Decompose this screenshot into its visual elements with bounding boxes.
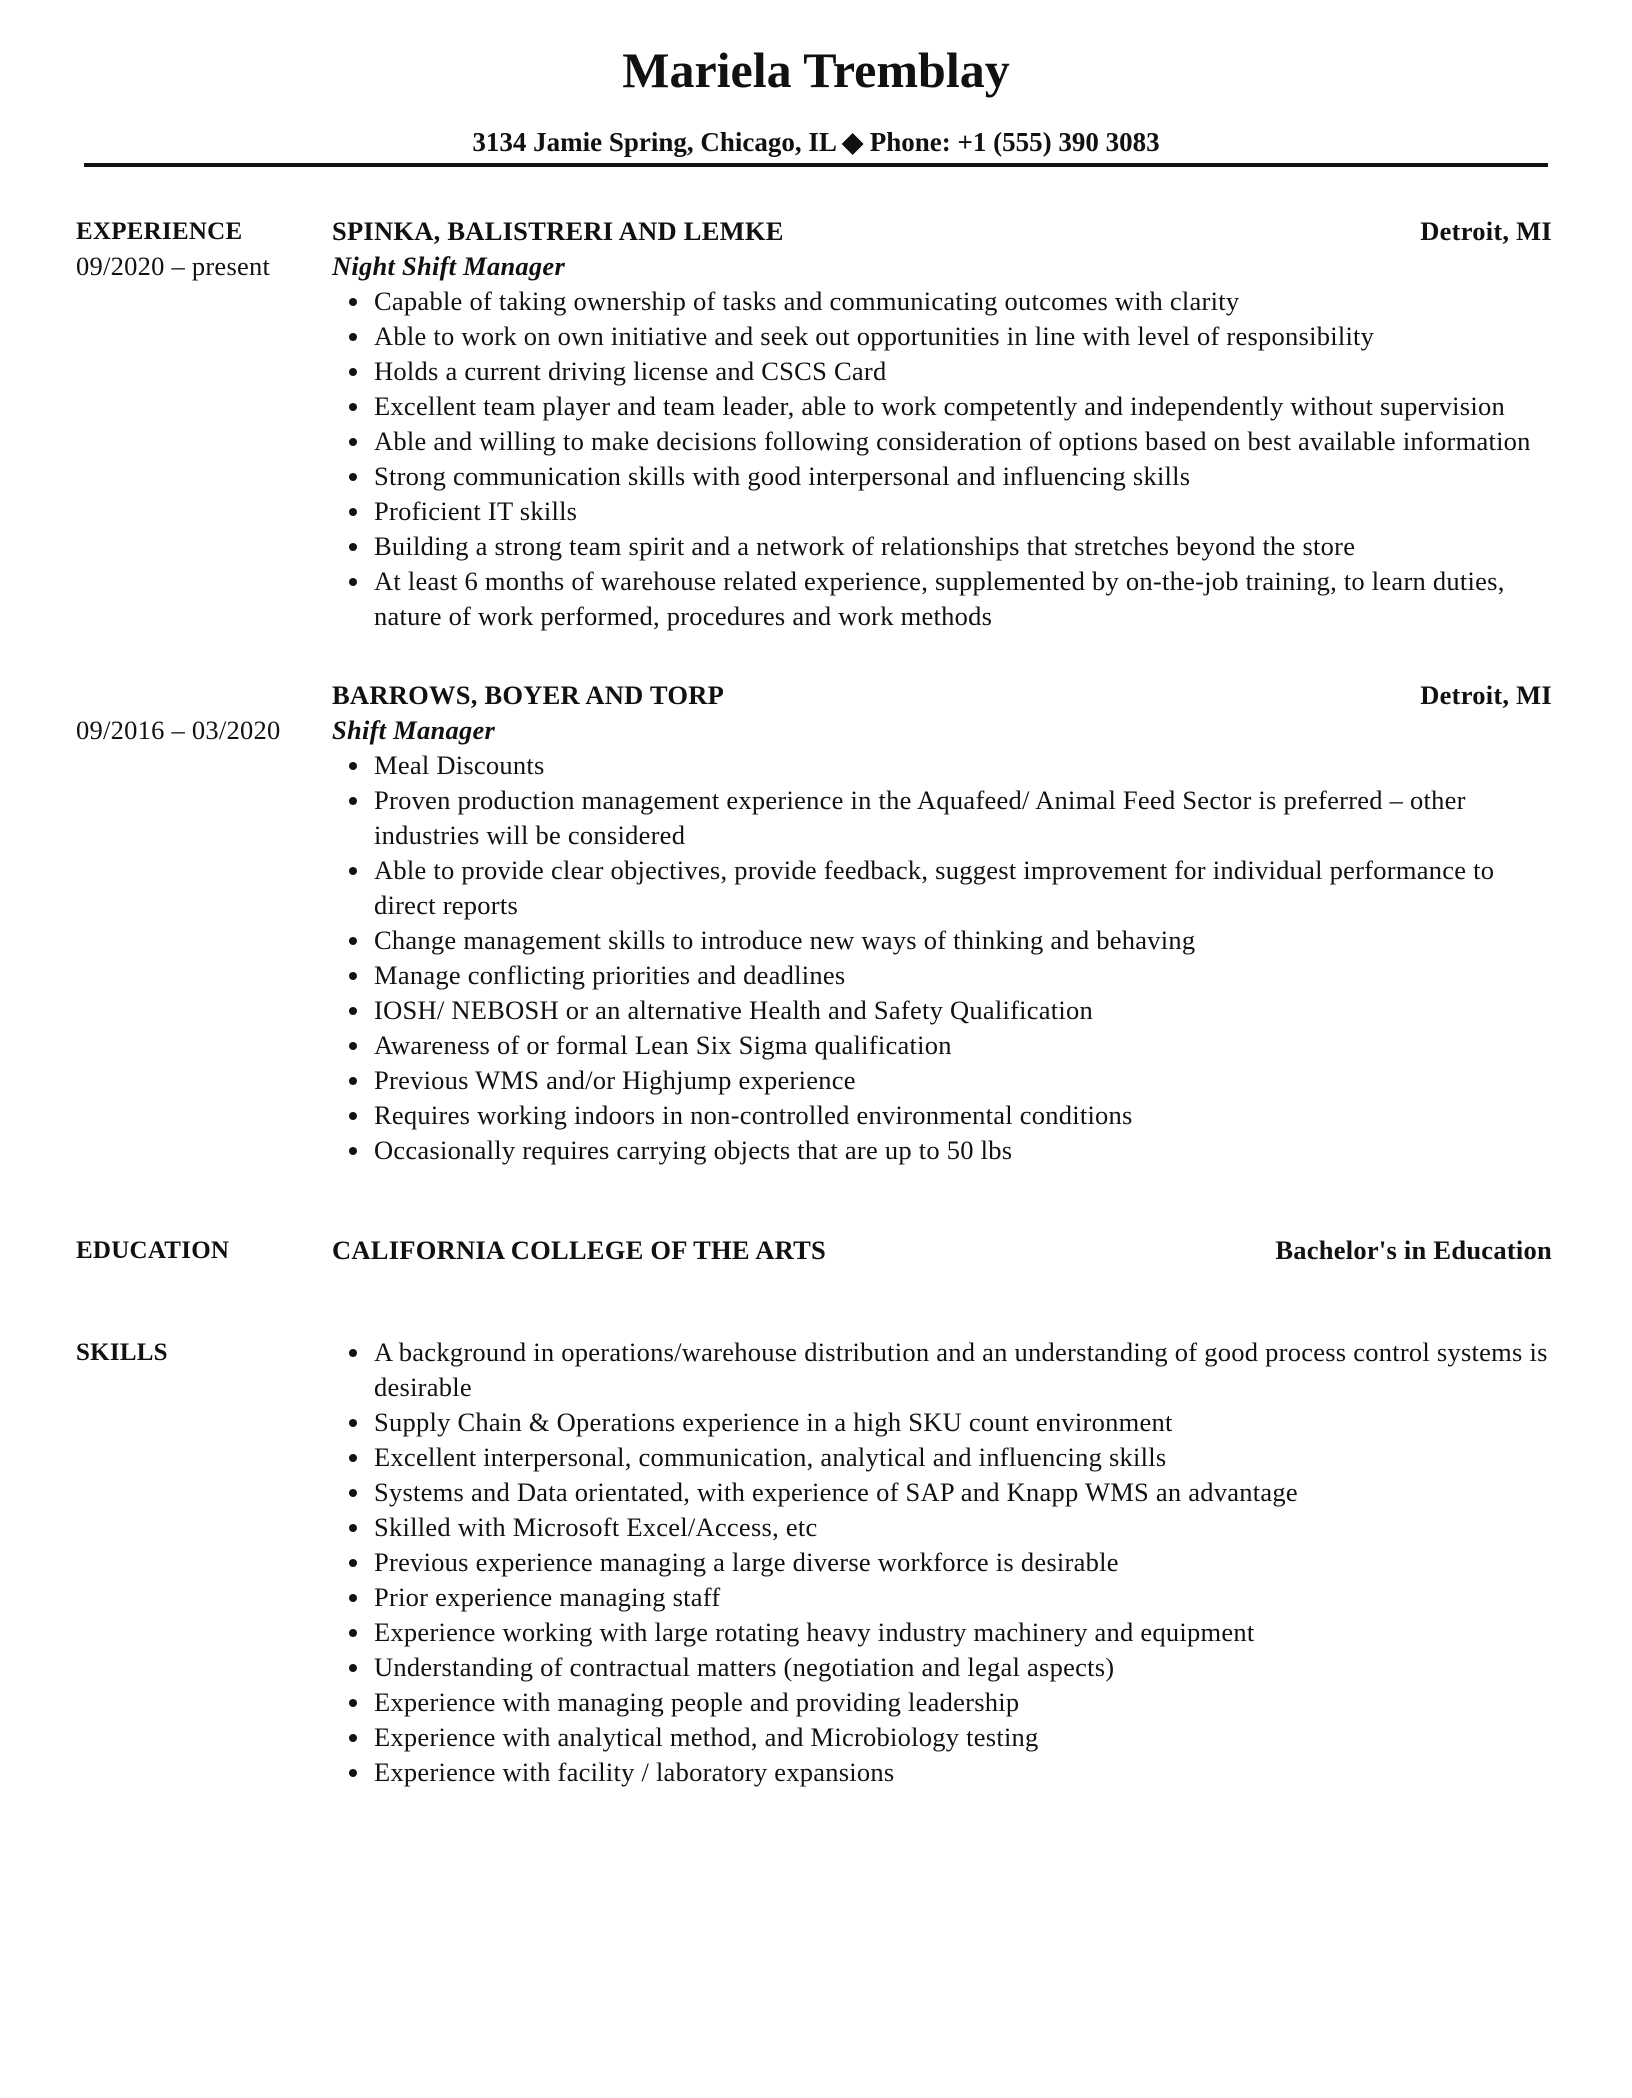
candidate-name: Mariela Tremblay bbox=[622, 42, 1010, 98]
list-item: • Previous experience managing a large diverse workforce is desirable bbox=[372, 1545, 1552, 1580]
header-divider bbox=[84, 163, 1548, 167]
skills-heading: SKILLS bbox=[76, 1339, 168, 1366]
list-item: • Able to provide clear objectives, provide feedback, suggest improvement for individual performance to direct reports bbox=[372, 853, 1552, 923]
list-item: • Proficient IT skills bbox=[372, 494, 1552, 529]
experience-job-2 bbox=[76, 678, 1552, 1168]
degree: Bachelor's in Education bbox=[1275, 1235, 1552, 1265]
job-dates: 09/2016 – 03/2020 bbox=[76, 715, 281, 745]
list-item: • Excellent interpersonal, communication, analytical and influencing skills bbox=[372, 1440, 1552, 1475]
list-item: • Experience with managing people and providing leadership bbox=[372, 1685, 1552, 1720]
list-item: • Understanding of contractual matters (negotiation and legal aspects) bbox=[372, 1650, 1552, 1685]
list-item: • Supply Chain & Operations experience in a high SKU count environment bbox=[372, 1405, 1552, 1440]
list-item: • Experience working with large rotating heavy industry machinery and equipment bbox=[372, 1615, 1552, 1650]
list-item: • Change management skills to introduce new ways of thinking and behaving bbox=[372, 923, 1552, 958]
list-item: • Awareness of or formal Lean Six Sigma qualification bbox=[372, 1028, 1552, 1063]
list-item: • Experience with analytical method, and Microbiology testing bbox=[372, 1720, 1552, 1755]
experience-job-1 bbox=[76, 214, 1552, 634]
list-item: • Proven production management experience in the Aquafeed/ Animal Feed Sector is preferred – other industries will be considered bbox=[372, 783, 1552, 853]
skills-list bbox=[332, 1335, 1552, 1790]
list-item: • Prior experience managing staff bbox=[372, 1580, 1552, 1615]
resume-body bbox=[76, 214, 1552, 1790]
education-section bbox=[76, 1233, 1552, 1268]
list-item: • Previous WMS and/or Highjump experience bbox=[372, 1063, 1552, 1098]
list-item: • A background in operations/warehouse distribution and an understanding of good process control systems is desirable bbox=[372, 1335, 1552, 1405]
experience-heading: EXPERIENCE bbox=[76, 218, 243, 245]
list-item: • Able to work on own initiative and seek out opportunities in line with level of responsibility bbox=[372, 319, 1552, 354]
job-role: Night Shift Manager bbox=[332, 251, 566, 281]
company-name: SPINKA, BALISTRERI AND LEMKE bbox=[332, 216, 784, 246]
list-item: • Occasionally requires carrying objects that are up to 50 lbs bbox=[372, 1133, 1552, 1168]
job-bullets bbox=[332, 748, 1552, 1168]
list-item: • IOSH/ NEBOSH or an alternative Health and Safety Qualification bbox=[372, 993, 1552, 1028]
list-item: • Excellent team player and team leader, able to work competently and independently without supervision bbox=[372, 389, 1552, 424]
list-item: • At least 6 months of warehouse related experience, supplemented by on-the-job training, to learn duties, nature of work performed, procedures and work methods bbox=[372, 564, 1552, 634]
list-item: • Manage conflicting priorities and deadlines bbox=[372, 958, 1552, 993]
list-item: • Experience with facility / laboratory expansions bbox=[372, 1755, 1552, 1790]
job-dates: 09/2020 – present bbox=[76, 251, 271, 281]
list-item: • Meal Discounts bbox=[372, 748, 1552, 783]
contact-info: 3134 Jamie Spring, Chicago, IL ◆ Phone: +1 (555) 390 3083 bbox=[472, 127, 1160, 157]
list-item: • Building a strong team spirit and a network of relationships that stretches beyond the store bbox=[372, 529, 1552, 564]
list-item: • Strong communication skills with good interpersonal and influencing skills bbox=[372, 459, 1552, 494]
list-item: • Able and willing to make decisions following consideration of options based on best available information bbox=[372, 424, 1552, 459]
school-name: CALIFORNIA COLLEGE OF THE ARTS bbox=[332, 1235, 826, 1265]
job-location: Detroit, MI bbox=[1420, 680, 1552, 710]
list-item: • Requires working indoors in non-controlled environmental conditions bbox=[372, 1098, 1552, 1133]
job-location: Detroit, MI bbox=[1420, 216, 1552, 246]
job-bullets bbox=[332, 284, 1552, 634]
list-item: • Capable of taking ownership of tasks and communicating outcomes with clarity bbox=[372, 284, 1552, 319]
list-item: • Skilled with Microsoft Excel/Access, etc bbox=[372, 1510, 1552, 1545]
skills-section bbox=[76, 1335, 1552, 1790]
list-item: • Systems and Data orientated, with experience of SAP and Knapp WMS an advantage bbox=[372, 1475, 1552, 1510]
job-role: Shift Manager bbox=[332, 715, 496, 745]
list-item: • Holds a current driving license and CSCS Card bbox=[372, 354, 1552, 389]
education-heading: EDUCATION bbox=[76, 1237, 230, 1264]
company-name: BARROWS, BOYER AND TORP bbox=[332, 680, 725, 710]
